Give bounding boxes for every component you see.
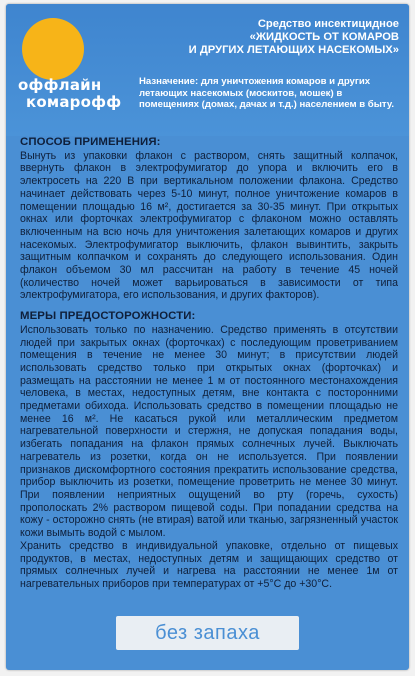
purpose-block — [139, 76, 401, 111]
purpose-text: для уничтожения комаров и других летающих насекомых (москитов, мошек) в помещениях (домах, дачах и т.д.) населением в быту. — [139, 76, 395, 111]
product-package — [6, 4, 409, 670]
no-smell-badge: без запаха — [116, 616, 299, 650]
product-line-2: «ЖИДКОСТЬ ОТ КОМАРОВ — [249, 31, 399, 43]
precautions-heading: МЕРЫ ПРЕДОСТОРОЖНОСТИ: — [20, 310, 196, 323]
product-line-1: Средство инсектицидное — [257, 18, 399, 30]
product-line-3: И ДРУГИХ ЛЕТАЮЩИХ НАСЕКОМЫХ» — [188, 44, 399, 56]
storage-text: Хранить средство в индивидуальной упаковке, отдельно от пищевых продуктов, в местах, недоступных детям и защищающих средство от прямых солнечных лучей и нагрева на расстоянии не менее 1м от нагревательных приборов при температурах от +5°С до +30°С. — [20, 539, 398, 590]
usage-heading: СПОСОБ ПРИМЕНЕНИЯ: — [20, 136, 161, 148]
precautions-text: Использовать только по назначению. Средство применять в отсутствии людей при закрытых окнах (форточках) с последующим проветриванием помещения в течение не менее 30 минут; в присутствии людей использовать средство только при открытых окнах (форточках) и размещать на расстоянии не менее 1 м от постоянного местонахождения человека, в местах, недоступных детям, вне контакта с посторонними предметами обихода. Использовать средство в помещении площадью не менее 16 м². Не касаться рукой или металлическим предметом нагревательной поверхности и стержня, не допуская попадания воды, избегать попадания на флакон прямых солнечных лучей. Выключать нагреватель из розетки, когда он не используется. При появлении признаков дискомфортного состояния прекратить использование средства, прибор выключить из розетки, помещение проветрить не менее 30 минут. При появлении неприятных ощущений во рту (горечь, сухость) прополоскать 2% раствором пищевой соды. При попадании средства на кожу - осторожно снять (не втирая) ватой или тканью, загрязненный участок кожи вымыть водой с мылом. — [20, 323, 398, 540]
brand-logo-circle — [22, 18, 84, 80]
brand-line-1: оффлайн — [18, 76, 102, 94]
product-title — [119, 18, 399, 57]
instructions — [20, 136, 398, 591]
brand-line-2: комарофф — [26, 93, 122, 111]
brand-name — [18, 78, 121, 110]
usage-text: Вынуть из упаковки флакон с раствором, снять защитный колпачок, ввернуть флакон в электрофумигатор до упора и включить его в электросеть на 220 В при вертикальном положении флакона. Средство начинает действовать через 5-10 минут, полное уничтожение комаров в помещении площадью 16 м², достигается за 30-35 минут. При открытых окнах или форточках электрофумигатор с флаконом можно оставлять включенным на всю ночь для уничтожения залетающих комаров и других насекомых. Электрофумигатор выключить, флакон вывинтить, закрыть защитным колпачком и сохранять до следующего использования. Один флакон объемом 30 мл рассчитан на работу в течение 45 ночей (количество ночей может варьироваться в зависимости от типа электрофумигатора, его использования, и других факторов). — [20, 149, 398, 302]
purpose-label: Назначение: — [139, 76, 199, 87]
